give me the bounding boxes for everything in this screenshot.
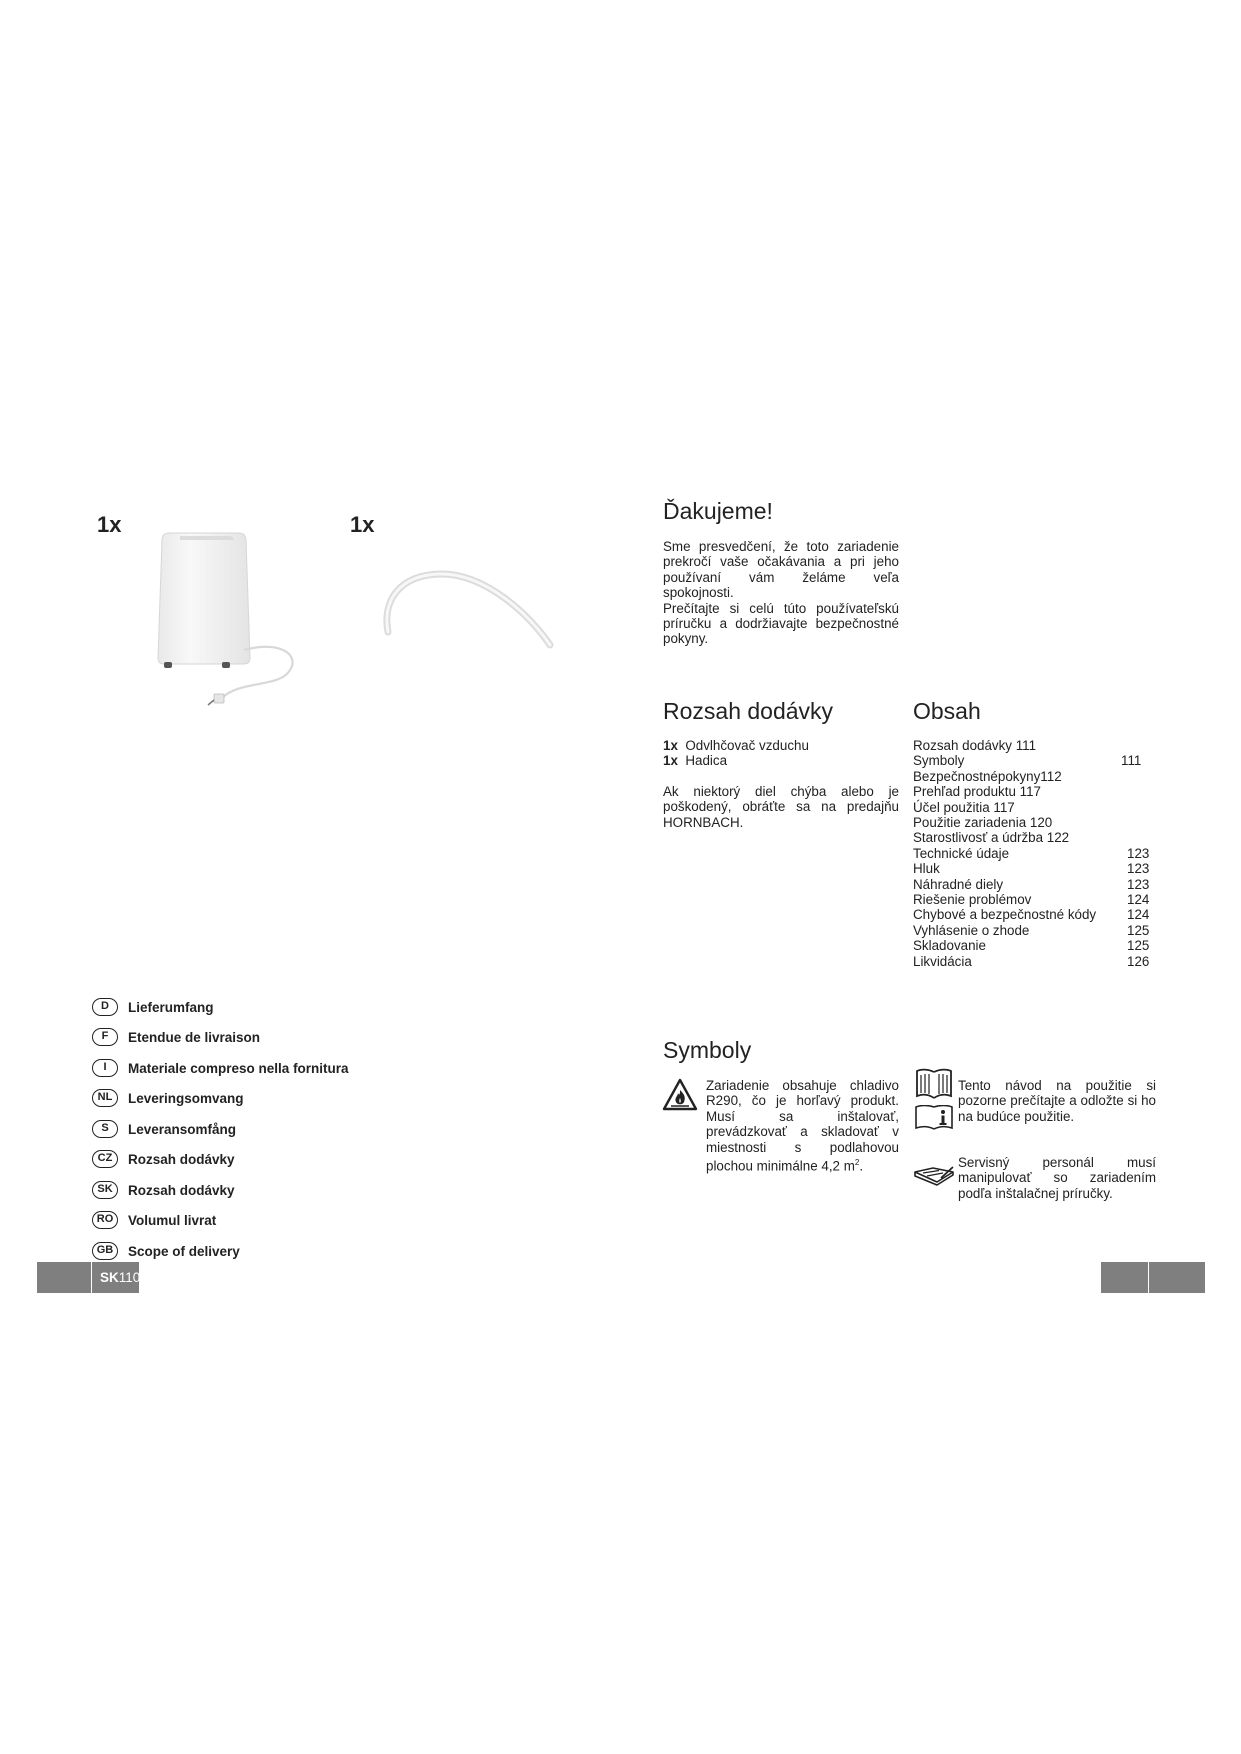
delivery-item-qty: 1x	[663, 753, 678, 769]
service-text: Servisný personál musí manipulovať so zariadením podľa inštalačnej príručky.	[958, 1155, 1156, 1201]
toc-entry-page: 125	[1127, 938, 1150, 953]
toc-entry-label: Hluk	[913, 861, 940, 876]
language-code-sk: SK	[92, 1181, 118, 1199]
toc-entry-label: Bezpečnostnépokyny112	[913, 769, 1062, 784]
delivery-item-name: Hadica	[685, 753, 728, 769]
flammable-text	[706, 1078, 899, 1174]
language-label-cz: Rozsah dodávky	[128, 1151, 235, 1167]
language-code-i: I	[92, 1059, 118, 1077]
footer-page-number: 110	[118, 1270, 141, 1285]
toc-entry-page: 123	[1127, 846, 1150, 861]
language-label-ro: Volumul livrat	[128, 1212, 217, 1228]
language-code-f: F	[92, 1028, 118, 1046]
language-code-ro: RO	[92, 1211, 118, 1229]
toc-entry-label: Účel použitia 117	[913, 800, 1015, 815]
manual-text: Tento návod na použitie si pozorne prečítajte a odložte si ho na budúce použitie.	[958, 1078, 1156, 1124]
language-label-i: Materiale compreso nella fornitura	[128, 1060, 349, 1076]
language-row-i	[92, 1057, 349, 1079]
language-row-cz	[92, 1148, 235, 1170]
toc-entry-page: 124	[1127, 907, 1150, 922]
toc-entry	[913, 907, 1153, 922]
info-manual-icon	[914, 1105, 954, 1131]
toc-entry	[913, 846, 1153, 861]
toc-title: Obsah	[913, 698, 981, 724]
footer-page-box	[92, 1262, 139, 1293]
language-row-sk	[92, 1179, 235, 1201]
thanks-paragraph	[663, 539, 899, 647]
language-label-gb: Scope of delivery	[128, 1243, 240, 1259]
toc-entry	[913, 892, 1153, 907]
toc-entry	[913, 877, 1153, 892]
hose-quantity: 1x	[350, 512, 375, 537]
toc-entry	[913, 954, 1153, 969]
language-label-d: Lieferumfang	[128, 999, 214, 1015]
delivery-item-qty: 1x	[663, 738, 678, 753]
toc-entry-page: 126	[1127, 954, 1150, 969]
language-code-nl: NL	[92, 1089, 118, 1107]
toc-entry-page: 123	[1127, 877, 1150, 892]
toc-entry	[913, 753, 1153, 768]
language-row-d	[92, 996, 214, 1018]
toc-entry	[913, 800, 1153, 815]
toc-entry	[913, 815, 1153, 830]
language-row-ro	[92, 1209, 216, 1231]
toc-entry	[913, 938, 1153, 953]
footer-lang-code: SK	[100, 1270, 119, 1285]
toc-entry	[913, 830, 1153, 845]
toc-entry-label: Riešenie problémov	[913, 892, 1032, 907]
read-manual-icon	[914, 1066, 954, 1102]
hose-image	[380, 560, 560, 660]
footer-bar-left	[37, 1262, 91, 1293]
delivery-item	[663, 753, 899, 768]
toc-entry-page: 124	[1127, 892, 1150, 907]
toc-entry-label: Likvidácia	[913, 954, 972, 969]
toc-entry	[913, 769, 1153, 784]
flammable-text-main: Zariadenie obsahuje chladivo R290, čo je horľavý produkt. Musí sa inštalovať, prevádzkovať a skladovať v miestnosti s podlahovou plochou minimálne 4,2 m	[706, 1078, 899, 1174]
toc-entry-label: Chybové a bezpečnostné kódy	[913, 907, 1097, 922]
toc-entry	[913, 784, 1153, 799]
thanks-paragraph-1: Sme presvedčení, že toto zariadenie prekročí vaše očakávania a pri jeho používaní vám želáme veľa spokojnosti.	[663, 539, 899, 601]
toc-entry-label: Symboly	[913, 753, 965, 768]
delivery-item	[663, 738, 899, 753]
thanks-paragraph-2: Prečítajte si celú túto používateľskú príručku a dodržiavajte bezpečnostné pokyny.	[663, 600, 899, 647]
language-code-s: S	[92, 1120, 118, 1138]
flammable-text-sup: 2	[854, 1158, 860, 1168]
delivery-item-name: Odvlhčovač vzduchu	[685, 738, 809, 753]
footer-bar-right-b	[1149, 1262, 1205, 1293]
language-row-gb	[92, 1240, 240, 1262]
service-manual-icon	[913, 1164, 955, 1186]
footer-bar-right-a	[1101, 1262, 1148, 1293]
toc-entry-label: Vyhlásenie o zhode	[913, 923, 1030, 938]
toc-entry-page: 125	[1127, 923, 1150, 938]
toc-entry-label: Prehľad produktu 117	[913, 784, 1041, 799]
language-label-s: Leveransomfång	[128, 1121, 237, 1137]
language-row-f	[92, 1026, 260, 1048]
language-row-nl	[92, 1087, 244, 1109]
dehumidifier-image	[150, 530, 310, 710]
toc-entry-label: Skladovanie	[913, 938, 986, 953]
toc-entry-label: Rozsah dodávky 111	[913, 738, 1037, 753]
toc-entry-label: Starostlivosť a údržba 122	[913, 830, 1070, 845]
language-row-s	[92, 1118, 236, 1140]
delivery-list	[663, 738, 899, 830]
language-label-sk: Rozsah dodávky	[128, 1182, 235, 1198]
dehumidifier-quantity: 1x	[97, 512, 122, 537]
language-code-cz: CZ	[92, 1150, 118, 1168]
thanks-title: Ďakujeme!	[663, 498, 773, 524]
toc-entry-label: Náhradné diely	[913, 877, 1004, 892]
toc-entry-label: Technické údaje	[913, 846, 1010, 861]
language-label-nl: Leveringsomvang	[128, 1090, 244, 1106]
delivery-note: Ak niektorý diel chýba alebo je poškodený, obráťte sa na predajňu HORNBACH.	[663, 783, 899, 830]
toc-entry-page: 111	[1121, 753, 1142, 768]
toc-entry	[913, 923, 1153, 938]
delivery-title: Rozsah dodávky	[663, 698, 834, 724]
flammable-text-end: .	[859, 1158, 864, 1174]
toc-entry-label: Použitie zariadenia 120	[913, 815, 1053, 830]
symbols-title: Symboly	[663, 1037, 752, 1063]
language-code-gb: GB	[92, 1242, 118, 1260]
language-label-f: Etendue de livraison	[128, 1029, 261, 1045]
toc-entry-page: 123	[1127, 861, 1150, 876]
toc-entry	[913, 861, 1153, 876]
toc-entry	[913, 738, 1153, 753]
language-code-d: D	[92, 998, 118, 1016]
flammable-warning-icon	[662, 1078, 698, 1112]
